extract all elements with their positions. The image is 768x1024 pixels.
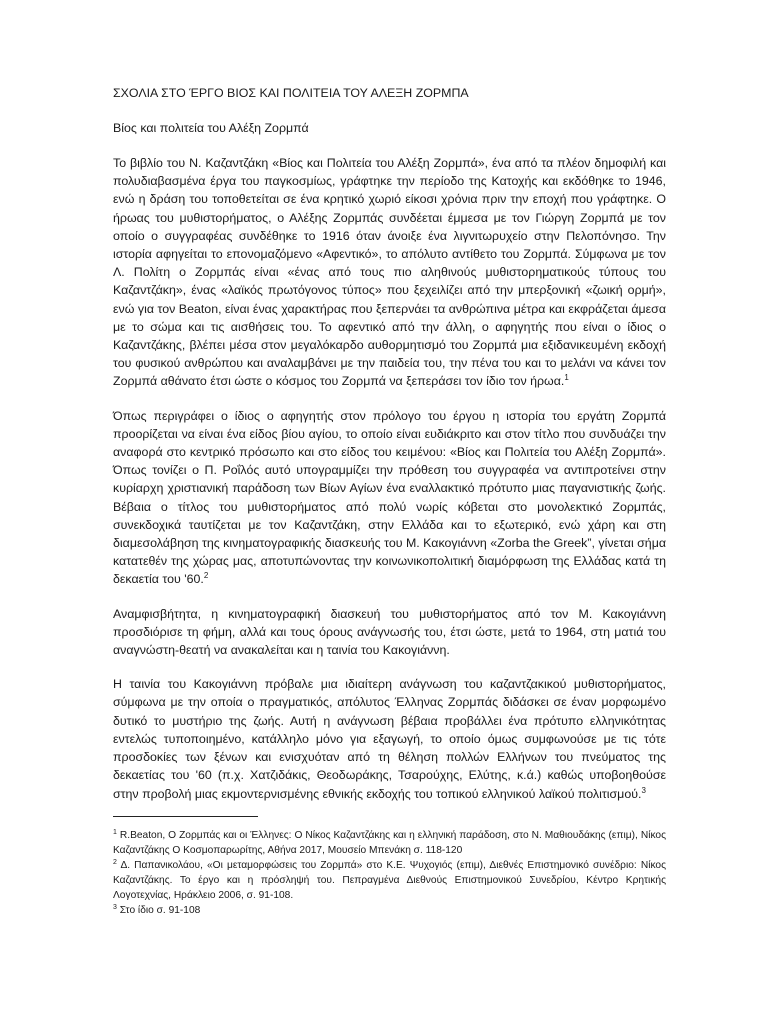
body-paragraph-1 bbox=[113, 154, 666, 391]
body-paragraph-4 bbox=[113, 675, 666, 802]
paragraph-text: Η ταινία του Κακογιάννη πρόβαλε μια ιδιαίτερη ανάγνωση του καζαντζακικού μυθιστορήματος, σύμφωνα με την οποία ο πραγματικός, απόλυτος Έλληνας Ζορμπάς διδάσκει σε έναν μορφωμένο δυτικό το μυστήριο της ζωής. Αυτή η ανάγνωση βέβαια προβάλλει ένα πρότυπο ελληνικότητας εντελώς τυποποιημένο, κατάλληλο μόνο για εξαγωγή, το οποίο όμως συμφωνούσε με τις τότε προσδοκίες των ξένων και ενισχυόταν από τη θέληση πολλών Ελλήνων του πνεύματος της δεκαετίας του '60 (π.χ. Χατζιδάκις, Θεοδωράκης, Τσαρούχης, Ελύτης, κ.ά.) καθώς υποβοηθούσε στην προβολή μιας εκμοντερνισμένης εθνικής εκδοχής του τοπικού ελληνικού λαϊκού πολιτισμού. bbox=[113, 677, 666, 801]
footnote-3 bbox=[113, 903, 666, 918]
footnote-text: Δ. Παπανικολάου, «Οι μεταμορφώσεις του Ζορμπά» στο Κ.Ε. Ψυχογιός (επιμ), Διεθνές Επιστημονικό συνέδριο: Νίκος Καζαντζάκης. Το έργο και η πρόσληψή του. Πεπραγμένα Διεθνούς Επιστημονικού Συνεδρίου, Κέντρο Κρητικής Λογοτεχνίας, Ηράκλειο 2006, σ. 91-108. bbox=[113, 860, 666, 901]
footnote-number: 1 bbox=[113, 829, 117, 836]
document-subtitle: Βίος και πολιτεία του Αλέξη Ζορμπά bbox=[113, 121, 309, 135]
paragraph-text: Αναμφισβήτητα, η κινηματογραφική διασκευή του μυθιστορήματος από τον Μ. Κακογιάννη προσδιόρισε τη φήμη, αλλά και τους όρους ανάγνωσής του, έτσι ώστε, μετά το 1964, στη ματιά του αναγνώστη-θεατή να ανακαλείται και η ταινία του Κακογιάννη. bbox=[113, 606, 666, 658]
paragraph-text: Όπως περιγράφει ο ίδιος ο αφηγητής στον πρόλογο του έργου η ιστορία του εργάτη Ζορμπά προορίζεται να είναι ένα είδος βίου αγίου, το οποίο είναι ευδιάκριτο και στον τίτλο που συνδυάζει την αναφορά στο κεντρικό πρόσωπο και στο είδος του κειμένου: «Βίος και Πολιτεία του Αλέξη Ζορμπά». Όπως τονίζει ο Π. Ροΐλός αυτό υπογραμμίζει την πρόθεση του συγγραφέα να αντιπροτείνει στην κυρίαρχη χριστιανική παράδοση των Βίων Αγίων ένα εναλλακτικό πρότυπο μιας παγανιστικής ζωής. Βέβαια ο τίτλος του μυθιστορήματος από πολύ νωρίς κόβεται στο μονολεκτικό Ζορμπάς, συνεκδοχικά ταυτίζεται με τον Καζαντζάκη, στην Ελλάδα και το εξωτερικό, ενώ χάρη και στη διαμεσολάβηση της κινηματογραφικής διασκευής του Μ. Κακογιάννη «Zorba the Greek”, γίνεται σήμα κατατεθέν της χώρας μας, αποτυπώνοντας την κοινωνικοπολιτική διαμόρφωση της Ελλάδας κατά τη δεκαετία του '60. bbox=[113, 408, 666, 587]
paragraph-text: Το βιβλίο του Ν. Καζαντζάκη «Βίος και Πολιτεία του Αλέξη Ζορμπά», ένα από τα πλέον δημοφιλή και πολυδιαβασμένα έργα του παγκοσμίως, γράφτηκε την περίοδο της Κατοχής και εκδόθηκε το 1946, ενώ η δράση του τοποθετείται σε ένα κρητικό χωριό είκοσι χρόνια πριν την εποχή που γράφτηκε. Ο ήρωας του μυθιστορήματος, ο Αλέξης Ζορμπάς συνδέεται έμμεσα με τον Γιώργη Ζορμπά με τον οποίο ο συγγραφέας συνδέθηκε το 1916 όταν άνοιξε ένα λιγνιτωρυχείο στην Πελοπόνησο. Την ιστορία αφηγείται το επονομαζόμενο «Αφεντικό», το απόλυτο αντίθετο του Ζορμπά. Σύμφωνα με τον Λ. Πολίτη ο Ζορμπάς είναι «ένας από τους πιο αληθινούς μυθιστορηματικούς τύπους του Καζαντζάκη», ένας «λαϊκός πρωτόγονος τύπος» που ξεχειλίζει από την μπερξονική «ζωική ορμή», ενώ για τον Beaton, είναι ένας χαρακτήρας που ξεπερνάει τα ανθρώπινα μέτρα και εκφράζεται άμεσα με το σώμα και τις αισθήσεις του. Το αφεντικό από την άλλη, ο αφηγητής που είναι ο ίδιος ο Καζαντζάκης, βλέπει μέσα στον μεγαλόκαρδο αυθορμητισμό του Ζορμπά μια εξιδανικευμένη εκδοχή του φυσικού ανθρώπου και αναλαμβάνει με την παιδεία του, την πένα του και το μελάνι να κάνει τον Ζορμπά αθάνατο έτσι ώστε ο κόσμος του Ζορμπά να ξεπεράσει τον ίδιο τον ήρωα. bbox=[113, 156, 666, 389]
footnote-text: Στο ίδιο σ. 91-108 bbox=[119, 905, 201, 916]
footnote-1 bbox=[113, 828, 666, 858]
document-page bbox=[113, 84, 666, 819]
body-paragraph-3 bbox=[113, 605, 666, 660]
footnote-text: R.Beaton, Ο Ζορμπάς και οι Έλληνες: Ο Νίκος Καζαντζάκης και η ελληνική παράδοση, στο Ν. Μαθιουδάκης (επιμ), Νίκος Καζαντζάκης Ο Κοσμοπαρωρίτης, Αθήνα 2017, Μουσείο Μπενάκη σ. 118-120 bbox=[113, 830, 666, 856]
footnote-ref[interactable]: 1 bbox=[564, 373, 569, 383]
footnote-ref[interactable]: 3 bbox=[641, 785, 646, 795]
document-title: ΣΧΟΛΙΑ ΣΤΟ ΈΡΓΟ ΒΙΟΣ ΚΑΙ ΠΟΛΙΤΕΙΑ ΤΟΥ ΑΛΕΞΗ ΖΟΡΜΠΑ bbox=[113, 86, 469, 100]
footnote-ref[interactable]: 2 bbox=[203, 571, 209, 581]
footnote-separator bbox=[113, 816, 258, 817]
footnote-number: 2 bbox=[113, 859, 117, 866]
footnotes-section bbox=[113, 828, 666, 918]
footnote-number: 3 bbox=[113, 904, 117, 911]
body-paragraph-2 bbox=[113, 407, 666, 589]
footnote-2 bbox=[113, 858, 666, 903]
